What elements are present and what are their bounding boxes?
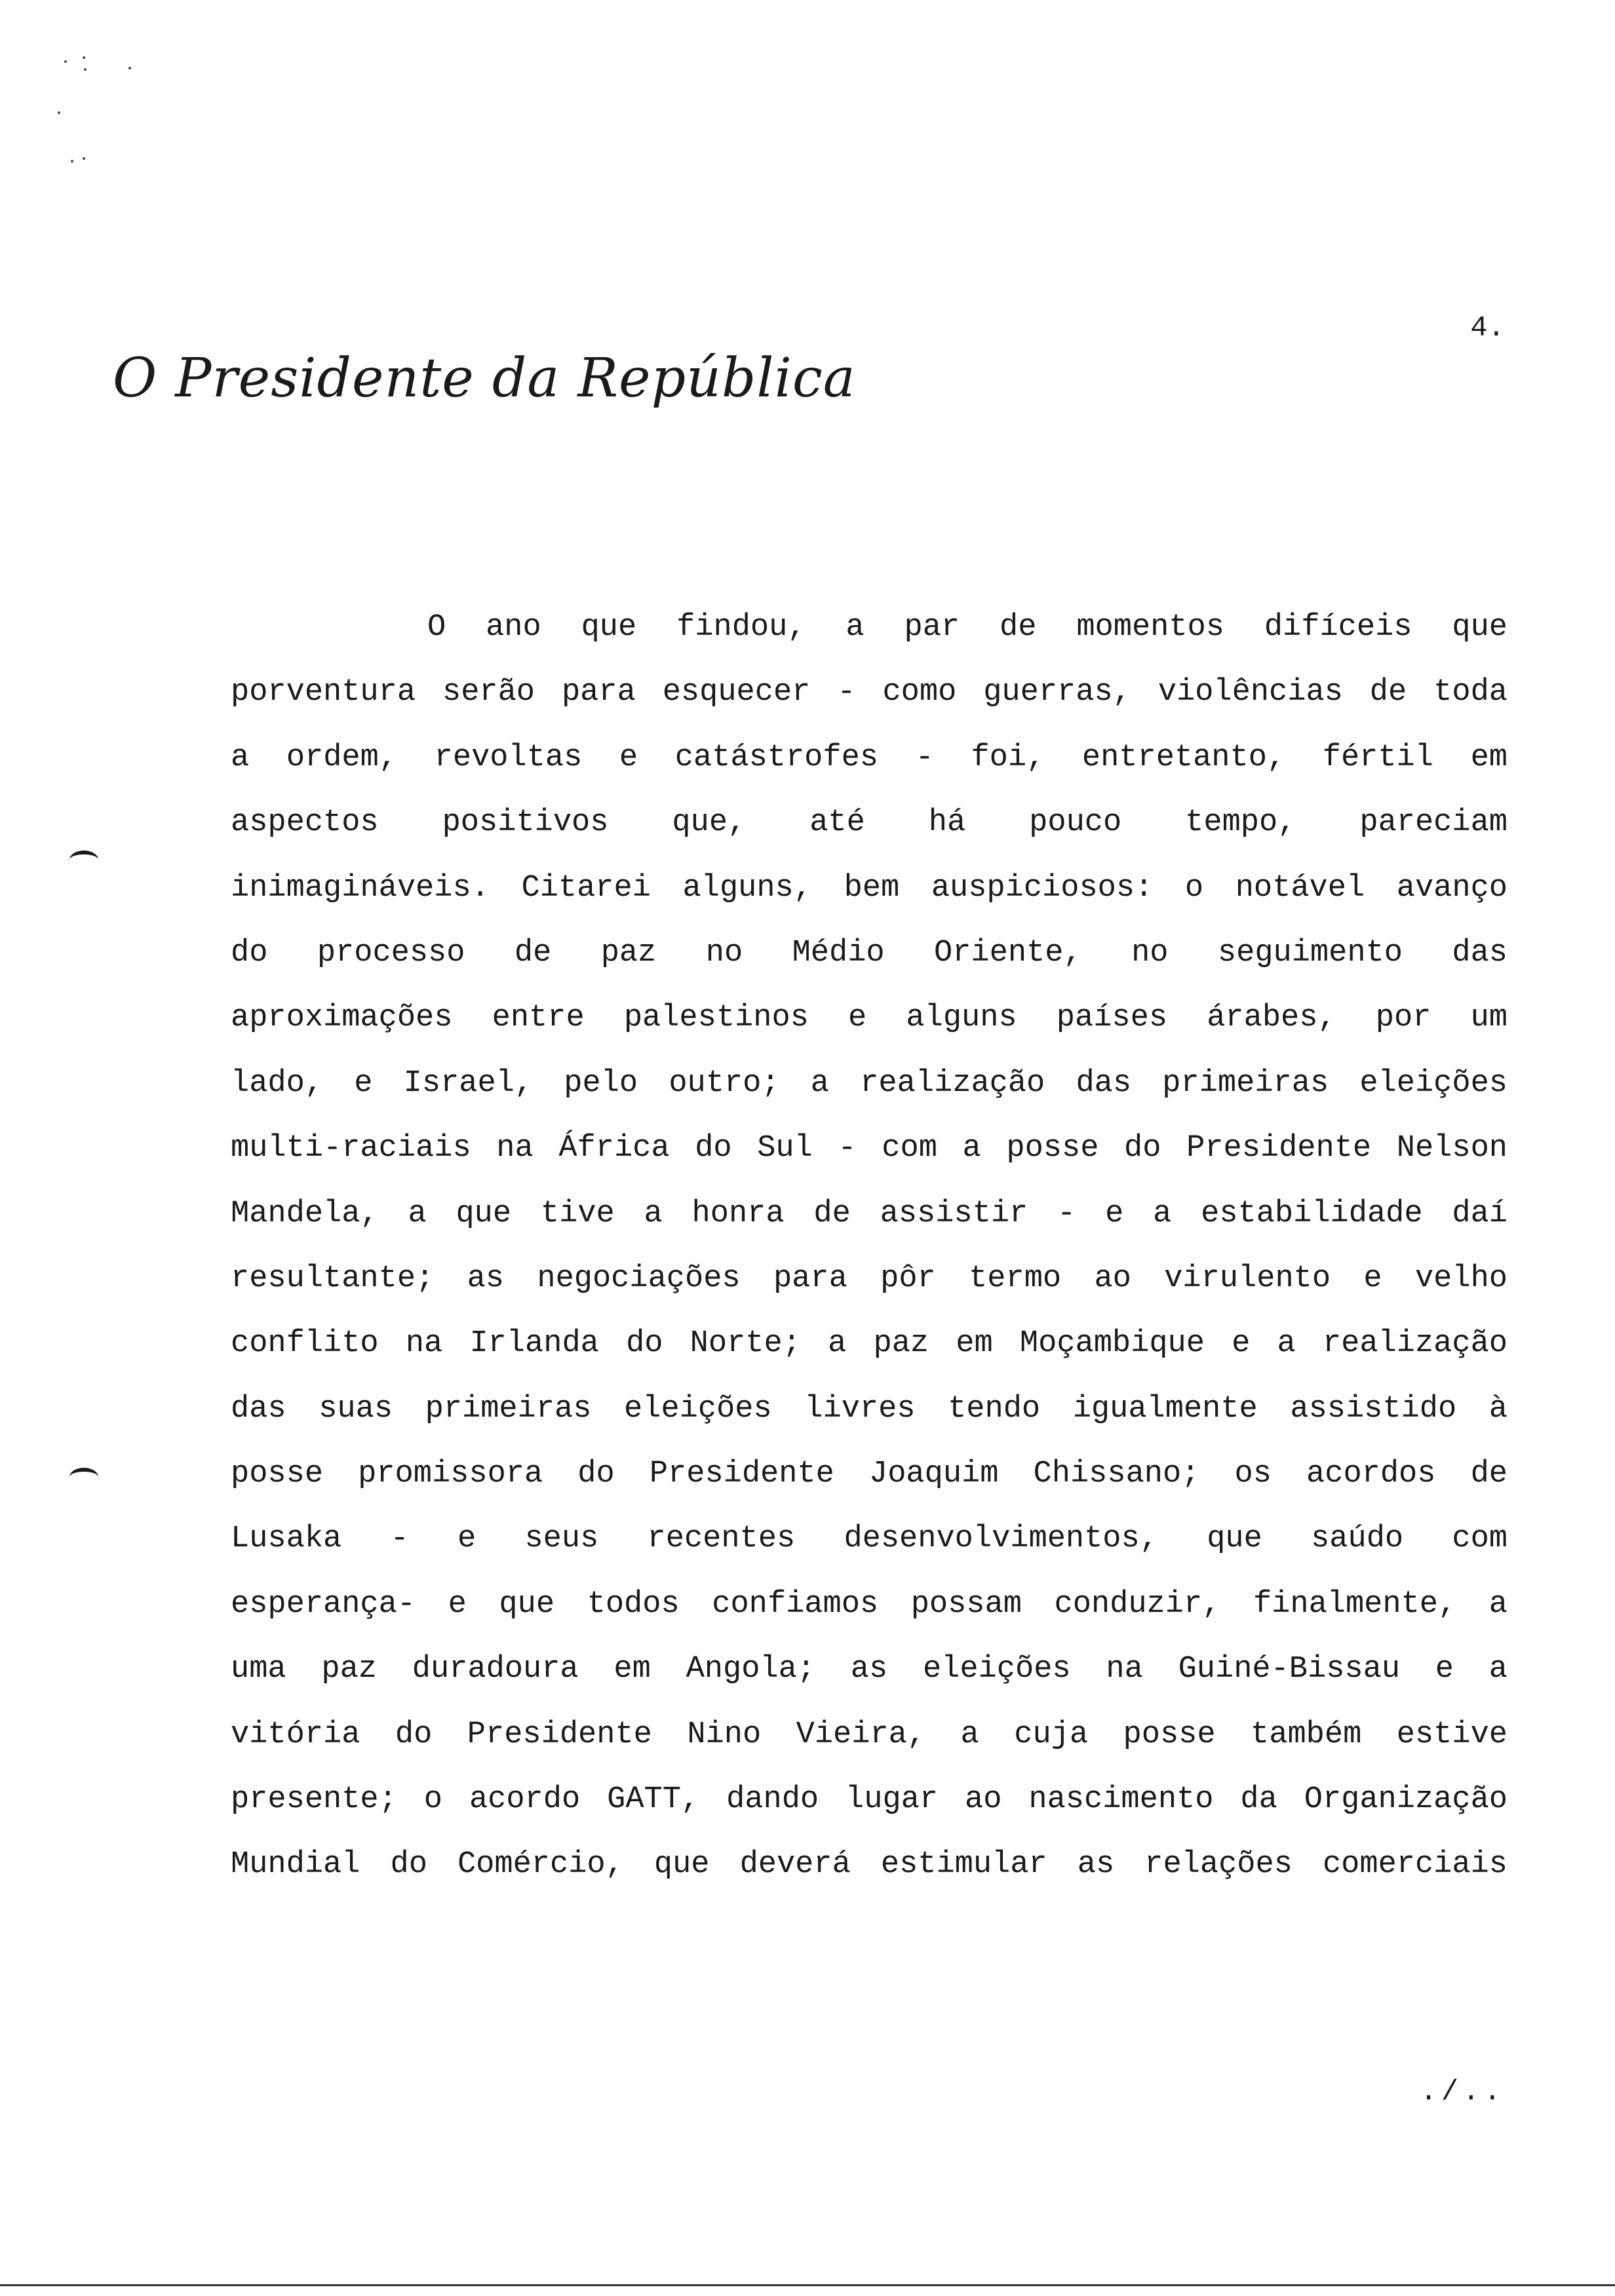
paragraph-line: multi-raciais na África do Sul - com a posse do Presidente Nelson bbox=[231, 1131, 1508, 1166]
page-number: 4. bbox=[1470, 312, 1505, 345]
letterhead: O Presidente da República bbox=[113, 347, 856, 410]
continuation-mark: ./.. bbox=[1420, 2076, 1505, 2109]
paragraph-line: a ordem, revoltas e catástrofes - foi, entretanto, fértil em bbox=[231, 740, 1508, 775]
scan-speck bbox=[83, 157, 85, 160]
scan-speck bbox=[58, 111, 60, 114]
body-paragraph bbox=[231, 595, 1508, 1898]
paragraph-line: Lusaka - e seus recentes desenvolvimentos, que saúdo com bbox=[231, 1521, 1508, 1557]
margin-punch-mark bbox=[69, 1468, 98, 1486]
paragraph-line: do processo de paz no Médio Oriente, no seguimento das bbox=[231, 935, 1508, 970]
paragraph-line: O ano que findou, a par de momentos difíceis que bbox=[427, 610, 1508, 645]
scan-speck bbox=[71, 160, 73, 163]
scan-speck bbox=[128, 67, 131, 69]
margin-punch-mark bbox=[69, 851, 98, 869]
paragraph-line: das suas primeiras eleições livres tendo igualmente assistido à bbox=[231, 1391, 1508, 1426]
paragraph-line: Mundial do Comércio, que deverá estimular as relações comerciais bbox=[231, 1847, 1508, 1883]
scan-speck bbox=[83, 56, 85, 59]
scan-speck bbox=[84, 68, 87, 71]
paragraph-line: porventura serão para esquecer - como guerras, violências de toda bbox=[231, 675, 1508, 710]
paragraph-line: Mandela, a que tive a honra de assistir - e a estabilidade daí bbox=[231, 1196, 1508, 1231]
paragraph-line: inimagináveis. Citarei alguns, bem auspiciosos: o notável avanço bbox=[231, 870, 1508, 906]
paragraph-line: aproximações entre palestinos e alguns países árabes, por um bbox=[231, 1001, 1508, 1036]
paragraph-line: aspectos positivos que, até há pouco tempo, pareciam bbox=[231, 805, 1508, 841]
paragraph-line: conflito na Irlanda do Norte; a paz em Moçambique e a realização bbox=[231, 1326, 1508, 1362]
paragraph-line: posse promissora do Presidente Joaquim Chissano; os acordos de bbox=[231, 1457, 1508, 1492]
paragraph-line: presente; o acordo GATT, dando lugar ao nascimento da Organização bbox=[231, 1782, 1508, 1818]
paragraph-line: esperança- e que todos confiamos possam conduzir, finalmente, a bbox=[231, 1586, 1508, 1622]
scan-speck bbox=[64, 60, 67, 63]
bottom-edge-rule bbox=[0, 2284, 1615, 2286]
paragraph-line: vitória do Presidente Nino Vieira, a cuja posse também estive bbox=[231, 1717, 1508, 1752]
paragraph-line: lado, e Israel, pelo outro; a realização das primeiras eleições bbox=[231, 1065, 1508, 1101]
paragraph-line: uma paz duradoura em Angola; as eleições na Guiné-Bissau e a bbox=[231, 1652, 1508, 1687]
paragraph-line: resultante; as negociações para pôr termo ao virulento e velho bbox=[231, 1261, 1508, 1296]
